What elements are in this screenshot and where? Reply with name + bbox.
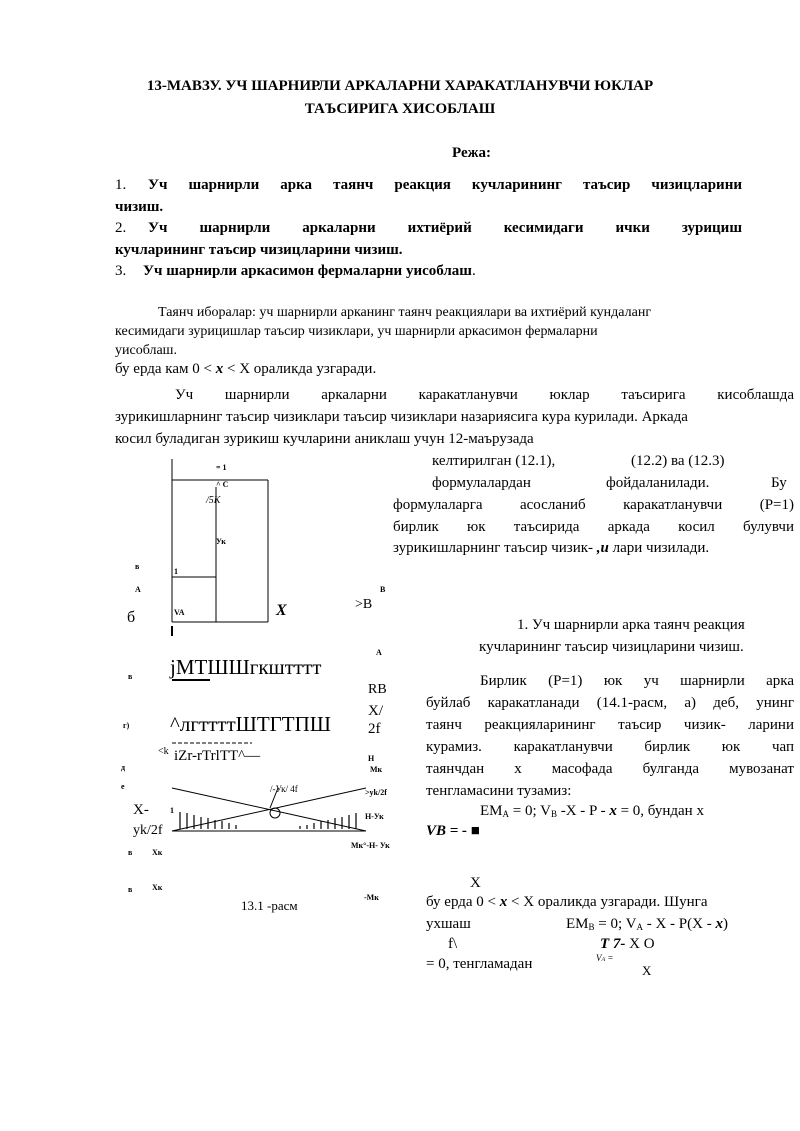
lower-eq-b: = 0; V [598, 916, 637, 932]
right-line-3: формулаларга асосланиб каракатланувчи (Р=1) [393, 497, 794, 513]
lower-t7-text: T 7- [600, 936, 626, 952]
right-line-5c: лари чизилади. [612, 540, 710, 556]
right-line-2a: формулалардан [432, 475, 531, 491]
fig-label-yk4f: /-Ук/ 4f [270, 784, 298, 794]
figure-caption: 13.1 -расм [241, 898, 298, 913]
plan-heading: Режа: [452, 145, 491, 161]
eq1-d: = 0, бундан х [620, 803, 704, 819]
fig-label-mk-bottom: -Мк [364, 893, 379, 902]
section-1-line-1: 1. Уч шарнирли арка таянч реакция [517, 617, 745, 633]
lower-va-v: V [596, 953, 602, 963]
fig-label-rb: RB [368, 682, 387, 697]
right-line-2b: фойдаланилади. [606, 475, 710, 491]
fig-label-left-v2: в [128, 848, 133, 857]
fig-label-yk: Ук [216, 537, 226, 546]
fig-label-b-letter: б [127, 609, 136, 626]
lower-range-b: < X ораликда узгаради. Шунга [511, 894, 708, 910]
lower-xo: X О [629, 936, 655, 952]
fig-label-c: ^ C [216, 480, 229, 489]
fig-label-yk2f-left: yk/2f [133, 823, 163, 838]
fig-label-sk: /5K [206, 495, 221, 506]
lower-eq-d: ) [722, 916, 728, 932]
lower-range-a: бу ерда 0 < [426, 894, 497, 910]
fig-garbled-text-1: jМТШШгкштттт [170, 655, 322, 679]
intro-line-2: зурикишларнинг таъсир чизиклари таъсир чизиклари назариясига кура курилади. Аркада [115, 409, 688, 425]
lower-range-x: x [499, 894, 508, 910]
intro-line-1: Уч шарнирли аркаларни каракатланувчи юклар таъсирига кисоблашда [175, 387, 794, 403]
plan-item-2-line-2: кучларининг таъсир чизицларини чизиш. [115, 242, 403, 258]
fig-label-x2f-b: 2f [368, 721, 381, 737]
equation-2: VB = - ■ [426, 823, 480, 839]
plan-item-2-line-1: Уч шарнирли аркаларни ихтиёрий кесимидаги ички зурициш [148, 220, 742, 236]
eq1-sub-b: B [550, 809, 557, 819]
support-line-2: кесимидаги зурицишлар таъсир чизиклари, уч шарнирли аркасимон фермаларни [115, 324, 598, 339]
eq1-b: = 0; V [512, 803, 551, 819]
plan-item-1-line-1: Уч шарнирли арка таянч реакция кучларининг таъсир чизицларини [148, 177, 742, 193]
title-line-1: 13-МАВЗУ. УЧ ШАРНИРЛИ АРКАЛАРНИ ХАРАКАТЛАНУВЧИ ЮКЛАР [146, 78, 654, 94]
lower-eq-x: x [715, 916, 723, 932]
fig-label-left-g: г) [123, 721, 130, 730]
right-line-4: бирлик юк таъсирида аркада косил булувчи [393, 519, 794, 535]
para2-line-2: буйлаб каракатланади (14.1-расм, а) деб, унинг [426, 695, 794, 711]
right-line-1a: келтирилган (12.1), [432, 453, 556, 469]
para2-line-4: курамиз. каракатланувчи бирлик юк чап [426, 739, 794, 755]
fig-garbled-text-3: iZr-rTrlTT^— [174, 748, 261, 764]
right-line-2c: Бу [771, 475, 787, 491]
hatch-group [180, 812, 356, 829]
fig-label-xdash: X- [133, 802, 149, 818]
fig-label-left-d: д [121, 763, 126, 772]
fig-label-left-v1: в [128, 672, 133, 681]
fig-label-xk2: Xк [152, 883, 163, 892]
range-text-b: < X ораликда узгаради. [226, 361, 377, 377]
plan-item-3-text: Уч шарнирли аркасимон фермаларни уисоблаш [143, 263, 472, 279]
right-line-1b: (12.2) ва (12.3) [631, 453, 725, 469]
plan-item-1-line-2: чизиш. [115, 199, 164, 215]
para2-line-6: тенгламасини тузамиз: [426, 783, 572, 799]
lower-zero: = 0, тенгламадан [426, 956, 533, 972]
plan-item-1-number: 1. [115, 177, 127, 193]
support-line-3: уисоблаш. [115, 343, 177, 358]
lower-eq-sub-b: A [636, 922, 643, 932]
right-line-5a: зурикишларнинг таъсир чизик- [393, 540, 594, 556]
fig-label-h: Н [368, 754, 375, 763]
lower-x: X [470, 875, 481, 891]
plan-item-2-number: 2. [115, 220, 127, 236]
fig-label-lk: <k [158, 746, 169, 757]
range-text-a: бу ерда кам 0 < [115, 361, 212, 377]
plan-item-3-number: 3. [115, 263, 127, 279]
section-1-line-2: кучларининг таъсир чизицларини чизиш. [479, 639, 744, 655]
fig-label-x: X [276, 602, 287, 619]
para2-line-5: таянчдан х масофада булганда мувозанат [426, 761, 794, 777]
lower-x-final: X [642, 963, 652, 978]
fig-label-a-left: А [135, 585, 141, 594]
plan-item-3-dot: . [471, 263, 476, 279]
eq1-c: -X - P - [560, 803, 606, 819]
range-variable: x [215, 361, 224, 377]
lower-eq-c: - X - P(X - [646, 916, 712, 932]
lower-f: f\ [448, 936, 458, 952]
fig-label-eq1: = 1 [216, 463, 227, 472]
fig-label-one: 1 [174, 567, 178, 576]
fig-label-left-v3: в [128, 885, 133, 894]
fig-label-a-right: А [376, 648, 382, 657]
fig-label-v: в [135, 562, 140, 571]
support-line-1: Таянч иборалар: уч шарнирли арканинг таянч реакциялари ва ихтиёрий кундаланг [158, 305, 652, 320]
right-line-5b: ,и [596, 540, 609, 556]
fig-garbled-text-2: ^лгттттШТГТПШ [170, 712, 331, 736]
fig-label-x2f-a: X/ [368, 703, 383, 719]
intro-line-3: косил буладиган зурикиш кучларини аниклаш учун 12-маърузада [115, 431, 534, 447]
lower-va-eq: = [607, 953, 614, 963]
fig-label-yk2f-right: >yk/2f [365, 788, 387, 797]
eq1-x: x [609, 803, 617, 819]
fig-label-mk-h-yk: Мк°-Н- Ук [351, 841, 390, 850]
fig-label-mk: Мк [370, 765, 383, 774]
para2-line-3: таянч реакцияларининг таъсир чизик- ларини [426, 717, 794, 733]
lower-va-sub: A [601, 957, 606, 963]
lower-eq-a: EM [566, 916, 589, 932]
para2-line-1: Бирлик (Р=1) юк уч шарнирли арка [480, 673, 794, 689]
fig-label-b-top: B [380, 585, 386, 594]
fig-label-one-b: 1 [170, 806, 174, 815]
fig-label-va: VA [174, 608, 185, 617]
hinge-circle [270, 808, 280, 818]
lower-eq-sub-a: B [588, 922, 595, 932]
fig-label-left-e: е [121, 782, 125, 791]
title-line-2: ТАЪСИРИГА ХИСОБЛАШ [304, 101, 496, 117]
lower-similar: ухшаш [426, 916, 471, 932]
eq1-sub-a: A [502, 809, 509, 819]
fig-label-nyk: Н-Ук [365, 812, 384, 821]
eq1-a: EM [480, 803, 503, 819]
fig-label-xk1: Xк [152, 848, 163, 857]
fig-label-vb: >B [355, 597, 373, 612]
